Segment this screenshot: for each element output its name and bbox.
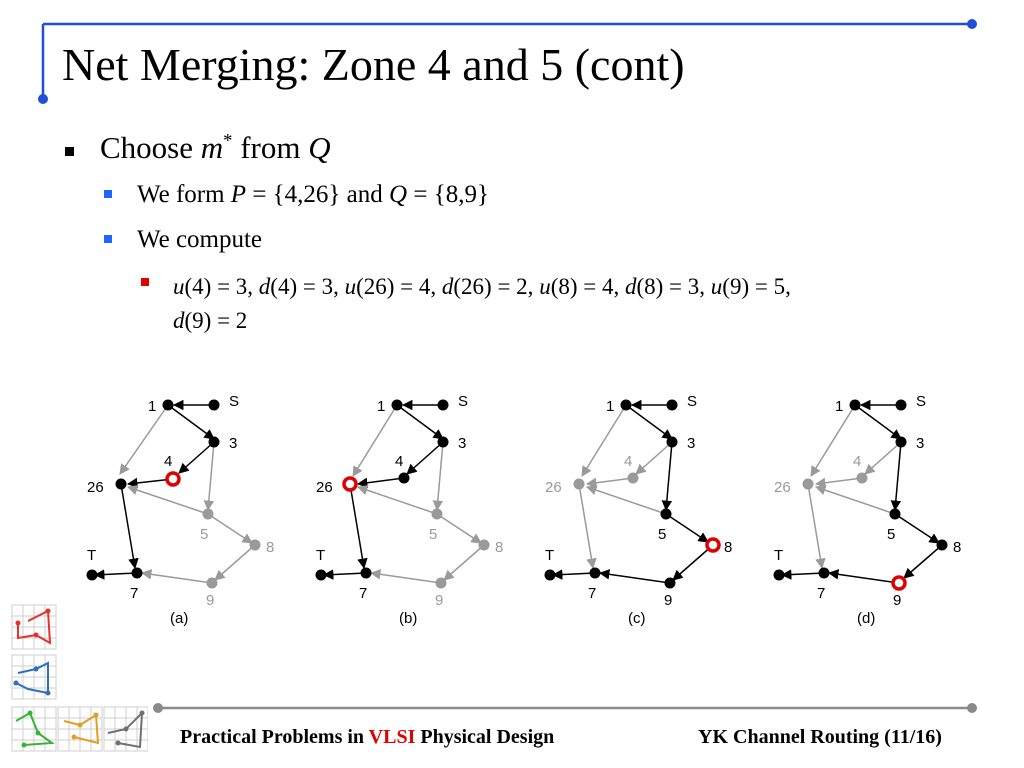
edge bbox=[437, 442, 443, 510]
node bbox=[574, 479, 585, 490]
label: 5 bbox=[429, 526, 438, 543]
edge bbox=[179, 442, 214, 473]
graph-a bbox=[87, 393, 275, 627]
edge bbox=[324, 573, 366, 575]
edge bbox=[816, 478, 862, 484]
node bbox=[399, 473, 410, 484]
node bbox=[250, 540, 261, 551]
edge bbox=[587, 487, 666, 514]
edge bbox=[816, 487, 895, 514]
edge bbox=[120, 405, 168, 474]
label: 7 bbox=[588, 585, 597, 602]
bullet-square-blue bbox=[104, 190, 112, 198]
label: T bbox=[87, 547, 97, 564]
edge bbox=[865, 442, 901, 474]
node bbox=[438, 437, 449, 448]
edge bbox=[895, 442, 901, 510]
edge bbox=[444, 545, 484, 580]
node-highlight bbox=[707, 539, 719, 551]
label: S bbox=[229, 393, 240, 410]
node bbox=[819, 568, 830, 579]
node bbox=[209, 400, 220, 411]
caption-d: (d) bbox=[857, 610, 876, 627]
bullet-values: u(4) = 3, d(4) = 3, u(26) = 4, d(26) = 2, u(8) = 4, d(8) = 3, u(9) = 5, d(9) = 2 bbox=[173, 274, 791, 333]
footer-course-title: Practical Problems in VLSI Physical Design bbox=[180, 726, 555, 748]
label: 4 bbox=[624, 453, 633, 470]
label: 5 bbox=[200, 526, 209, 543]
label: 26 bbox=[774, 479, 791, 496]
label: 26 bbox=[87, 479, 104, 496]
label: 3 bbox=[229, 435, 238, 452]
graph-b bbox=[316, 393, 504, 627]
node bbox=[774, 570, 785, 581]
edge bbox=[350, 484, 364, 568]
label: 3 bbox=[458, 435, 467, 452]
node bbox=[438, 400, 449, 411]
edge bbox=[811, 405, 855, 476]
label: 3 bbox=[916, 435, 925, 452]
label: 5 bbox=[658, 526, 667, 543]
edge bbox=[437, 514, 481, 543]
label: 1 bbox=[835, 398, 844, 415]
footer-rule bbox=[0, 700, 1024, 720]
node bbox=[207, 578, 218, 589]
edge bbox=[128, 487, 208, 514]
caption-a: (a) bbox=[170, 610, 189, 627]
node bbox=[479, 540, 490, 551]
node bbox=[87, 570, 98, 581]
bullet-compute: We compute bbox=[137, 226, 263, 253]
edge bbox=[208, 514, 252, 543]
bullet-form: We form P = {4,26} and Q = {8,9} bbox=[137, 181, 489, 208]
node bbox=[163, 400, 174, 411]
edge bbox=[666, 514, 708, 542]
node bbox=[896, 400, 907, 411]
label: 7 bbox=[130, 585, 139, 602]
edge bbox=[95, 573, 137, 575]
edge bbox=[808, 484, 822, 568]
bullet-square-black bbox=[65, 147, 74, 156]
edge bbox=[600, 573, 670, 583]
logo-graphic bbox=[8, 603, 148, 763]
label: 1 bbox=[377, 398, 386, 415]
edge bbox=[353, 405, 397, 476]
label: S bbox=[916, 393, 927, 410]
node bbox=[803, 479, 814, 490]
bullet-choose: Choose m* from Q bbox=[100, 130, 331, 165]
node bbox=[621, 400, 632, 411]
label: T bbox=[774, 547, 784, 564]
edge bbox=[407, 442, 443, 474]
node bbox=[392, 400, 403, 411]
edge bbox=[582, 405, 626, 476]
edge bbox=[636, 442, 672, 474]
label: 4 bbox=[164, 453, 173, 470]
edge bbox=[168, 405, 214, 439]
node bbox=[661, 509, 672, 520]
label: 7 bbox=[359, 585, 368, 602]
edge bbox=[358, 487, 437, 514]
edge bbox=[626, 405, 672, 439]
edge bbox=[208, 442, 214, 510]
caption-b: (b) bbox=[399, 610, 418, 627]
label: 26 bbox=[316, 479, 333, 496]
node bbox=[132, 568, 143, 579]
node bbox=[209, 437, 220, 448]
node bbox=[850, 400, 861, 411]
net-merging-graphs bbox=[0, 380, 1024, 640]
label: T bbox=[545, 547, 555, 564]
node bbox=[361, 568, 372, 579]
edge bbox=[579, 484, 593, 568]
label: 9 bbox=[893, 592, 902, 609]
edge bbox=[673, 545, 713, 580]
title-rule-end-dot bbox=[967, 19, 977, 29]
bullet-square-red bbox=[141, 278, 149, 286]
label: S bbox=[687, 393, 698, 410]
edge bbox=[666, 442, 672, 510]
edge bbox=[829, 573, 899, 583]
label: T bbox=[316, 547, 326, 564]
caption-c: (c) bbox=[628, 610, 646, 627]
node bbox=[857, 473, 868, 484]
label: 9 bbox=[435, 592, 444, 609]
edge bbox=[358, 478, 404, 484]
edge bbox=[121, 484, 135, 568]
node bbox=[628, 473, 639, 484]
label: 9 bbox=[206, 592, 215, 609]
graph-d bbox=[774, 393, 962, 627]
page-title: Net Merging: Zone 4 and 5 (cont) bbox=[62, 39, 685, 90]
label: 4 bbox=[395, 453, 404, 470]
node bbox=[665, 578, 676, 589]
node bbox=[890, 509, 901, 520]
edge bbox=[895, 514, 939, 543]
node bbox=[667, 437, 678, 448]
edge bbox=[371, 573, 441, 583]
node-highlight bbox=[893, 577, 905, 589]
edge bbox=[553, 573, 595, 575]
label: 4 bbox=[853, 453, 862, 470]
node bbox=[590, 568, 601, 579]
label: 8 bbox=[953, 539, 962, 556]
node bbox=[203, 509, 214, 520]
node bbox=[116, 479, 127, 490]
node bbox=[316, 570, 327, 581]
edge bbox=[904, 545, 942, 578]
node bbox=[432, 509, 443, 520]
node bbox=[896, 437, 907, 448]
label: 8 bbox=[266, 539, 275, 556]
edge bbox=[397, 405, 443, 439]
footer-slide-number: YK Channel Routing (11/16) bbox=[698, 726, 942, 748]
label: 5 bbox=[887, 526, 896, 543]
node-highlight bbox=[344, 478, 356, 490]
label: 3 bbox=[687, 435, 696, 452]
node-highlight bbox=[167, 473, 179, 485]
edge bbox=[855, 405, 901, 439]
label: 7 bbox=[817, 585, 826, 602]
label: 26 bbox=[545, 479, 562, 496]
edge bbox=[587, 478, 633, 484]
label: 1 bbox=[606, 398, 615, 415]
graph-c bbox=[545, 393, 733, 627]
node bbox=[937, 540, 948, 551]
label: S bbox=[458, 393, 469, 410]
node bbox=[667, 400, 678, 411]
bullet-square-blue bbox=[104, 235, 112, 243]
node bbox=[545, 570, 556, 581]
label: 9 bbox=[664, 592, 673, 609]
node bbox=[436, 578, 447, 589]
title-left-dot bbox=[38, 94, 48, 104]
edge bbox=[215, 545, 255, 580]
edge bbox=[782, 573, 824, 575]
label: 8 bbox=[495, 539, 504, 556]
label: 8 bbox=[724, 539, 733, 556]
edge bbox=[142, 573, 212, 583]
label: 1 bbox=[148, 398, 157, 415]
